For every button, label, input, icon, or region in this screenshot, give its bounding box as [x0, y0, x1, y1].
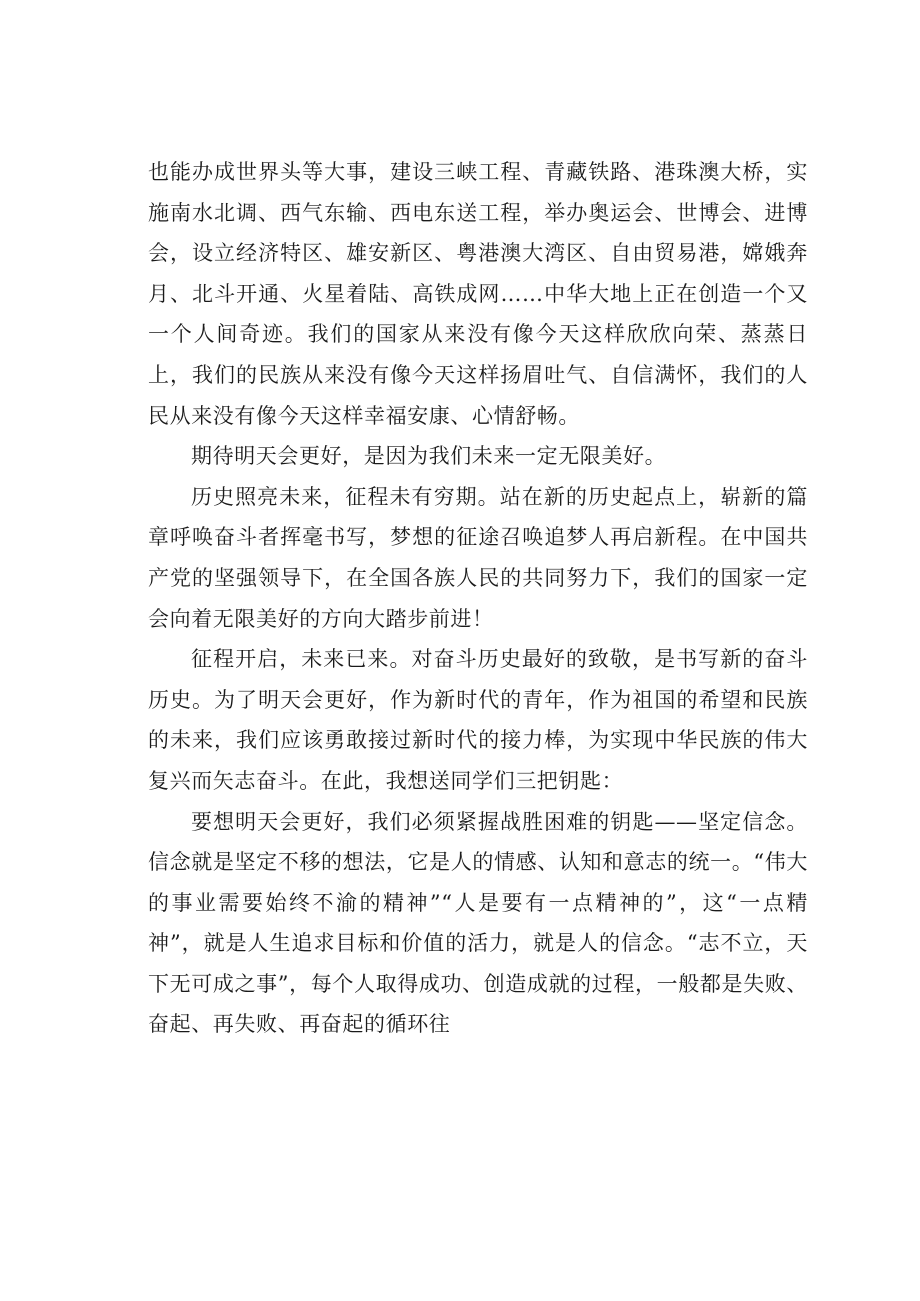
paragraph-history-future: 历史照亮未来，征程未有穷期。站在新的历史起点上，崭新的篇章呼唤奋斗者挥毫书写，梦想的征途召唤追梦人再启新程。在中国共产党的坚强领导下，在全国各族人民的共同努力下，我们的国家一定会向着无限美好的方向大踏步前进！	[148, 484, 808, 631]
paragraph-firm-belief: 要想明天会更好，我们必须紧握战胜困难的钥匙——坚定信念。信念就是坚定不移的想法，它是人的情感、认知和意志的统一。“伟大的事业需要始终不渝的精神”“人是要有一点精神的”，这“一点精神”，就是人生追求目标和价值的活力，就是人的信念。“志不立，天下无可成之事”，每个人取得成功、创造成就的过程，一般都是失败、奋起、再失败、再奋起的循环往	[148, 809, 808, 1037]
document-body	[148, 152, 808, 1045]
paragraph-future-hope: 期待明天会更好，是因为我们未来一定无限美好。	[191, 444, 667, 469]
paragraph-achievements: 也能办成世界头等大事，建设三峡工程、青藏铁路、港珠澳大桥，实施南水北调、西气东输、西电东送工程，举办奥运会、世博会、进博会，设立经济特区、雄安新区、粤港澳大湾区、自由贸易港，嫦娥奔月、北斗开通、火星着陆、高铁成网……中华大地上正在创造一个又一个人间奇迹。我们的国家从来没有像今天这样欣欣向荣、蒸蒸日上，我们的民族从来没有像今天这样扬眉吐气、自信满怀，我们的人民从来没有像今天这样幸福安康、心情舒畅。	[148, 160, 808, 428]
paragraph-new-journey: 征程开启，未来已来。对奋斗历史最好的致敬，是书写新的奋斗历史。为了明天会更好，作为新时代的青年，作为祖国的希望和民族的未来，我们应该勇敢接过新时代的接力棒，为实现中华民族的伟大复兴而矢志奋斗。在此，我想送同学们三把钥匙：	[148, 647, 808, 793]
